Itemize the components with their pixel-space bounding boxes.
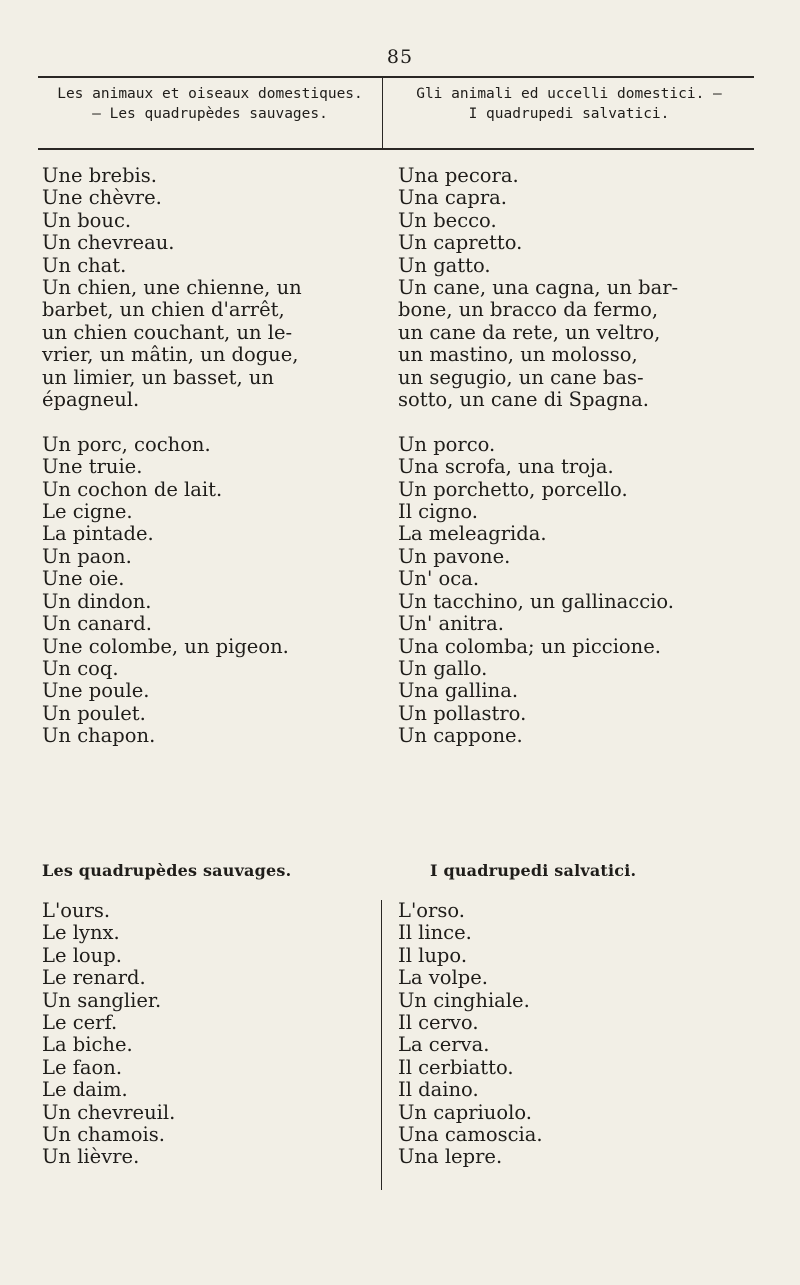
line-item: Una scrofa, una troja. [398, 455, 614, 479]
line-item: Un' oca. [398, 567, 480, 591]
section-title-french: Les quadrupèdes sauvages. [42, 861, 292, 880]
line-item: Le renard. [42, 966, 146, 990]
line-item: Un' anitra. [398, 612, 504, 636]
line-item: Une colombe, un pigeon. [42, 634, 289, 658]
line-item: Il cigno. [398, 500, 478, 524]
line-item: Un chapon. [42, 724, 156, 748]
line-item: Un porchetto, porcello. [398, 477, 628, 501]
line-item: Un cinghiale. [398, 988, 530, 1012]
header-top-rule [38, 76, 754, 78]
line-item: Una capra. [398, 186, 507, 210]
line-item: Une brebis. [42, 164, 158, 187]
line-item: Un poulet. [42, 701, 146, 725]
line-item: Un gatto. [398, 253, 491, 277]
header-bottom-rule [38, 148, 754, 150]
page-number: 85 [386, 46, 414, 68]
line-item: Un bouc. [42, 208, 132, 232]
line-item: Un capretto. [398, 231, 523, 255]
header-right-line: I quadrupedi salvatici. [468, 106, 670, 122]
line-item: Un tacchino, un gallinaccio. [398, 589, 674, 613]
line-item: Un chevreuil. [42, 1100, 176, 1124]
line-item: La volpe. [398, 966, 488, 990]
line-item: barbet, un chien d'arrêt, [42, 298, 285, 322]
line-item: Le daim. [42, 1078, 128, 1102]
line-item: bone, un bracco da fermo, [398, 298, 659, 322]
line-item: Un cochon de lait. [42, 477, 223, 501]
line-item: Un lièvre. [42, 1145, 140, 1169]
line-item: Un chat. [42, 253, 127, 277]
line-item: L'orso. [398, 899, 465, 922]
line-item: Una camoscia. [398, 1123, 543, 1147]
line-item: Une chèvre. [42, 186, 162, 210]
line-item [398, 411, 678, 433]
line-item: Il daino. [398, 1078, 479, 1102]
line-item: un segugio, un cane bas- [398, 365, 644, 389]
line-item: Una colomba; un piccione. [398, 634, 661, 658]
line-item: La biche. [42, 1033, 133, 1057]
line-item: Une poule. [42, 679, 150, 703]
line-item: un limier, un basset, un [42, 365, 274, 389]
line-item: Le cerf. [42, 1011, 118, 1035]
french-column-wild [42, 900, 175, 1169]
line-item [42, 411, 302, 433]
line-item: Un gallo. [398, 656, 488, 680]
section-title-italian: I quadrupedi salvatici. [430, 861, 637, 880]
line-item: Un cane, una cagna, un bar- [398, 276, 679, 300]
line-item: Un cappone. [398, 724, 523, 748]
french-column-domestic [42, 165, 302, 748]
italian-column-domestic [398, 165, 678, 748]
line-item: Un becco. [398, 208, 497, 232]
line-item: Un sanglier. [42, 988, 162, 1012]
line-item: épagneul. [42, 388, 140, 412]
line-item: Le faon. [42, 1055, 123, 1079]
line-item: vrier, un mâtin, un dogue, [42, 343, 299, 367]
line-item: Un capriuolo. [398, 1100, 532, 1124]
line-item: Il cerbiatto. [398, 1055, 514, 1079]
line-item: Un pollastro. [398, 701, 527, 725]
header-right-line: Gli animali ed uccelli domestici. — [416, 86, 722, 102]
line-item: Una pecora. [398, 164, 519, 187]
line-item: Il lupo. [398, 943, 468, 967]
line-item: Un chevreau. [42, 231, 175, 255]
line-item: Un pavone. [398, 544, 511, 568]
line-item: Le loup. [42, 943, 122, 967]
line-item: Un chamois. [42, 1123, 165, 1147]
line-item: Un canard. [42, 612, 152, 636]
wild-column-divider [381, 900, 382, 1190]
line-item: Il cervo. [398, 1011, 479, 1035]
line-item: un mastino, un molosso, [398, 343, 638, 367]
header-left-line: Les animaux et oiseaux domestiques. [57, 86, 363, 102]
line-item: Un chien, une chienne, un [42, 276, 302, 300]
line-item: Il lince. [398, 921, 472, 945]
line-item: La cerva. [398, 1033, 490, 1057]
line-item: Un paon. [42, 544, 132, 568]
line-item: Una gallina. [398, 679, 519, 703]
header-column-divider [382, 77, 383, 149]
header-left-line: — Les quadrupèdes sauvages. [92, 106, 328, 122]
header-left [38, 84, 382, 124]
line-item: Le lynx. [42, 921, 120, 945]
line-item: La pintade. [42, 522, 154, 546]
line-item: L'ours. [42, 899, 111, 922]
line-item: Une oie. [42, 567, 125, 591]
line-item: Un porco. [398, 432, 496, 456]
line-item: Un dindon. [42, 589, 152, 613]
header-right [384, 84, 754, 124]
line-item: Un coq. [42, 656, 119, 680]
line-item: Une truie. [42, 455, 143, 479]
line-item: Una lepre. [398, 1145, 503, 1169]
line-item: La meleagrida. [398, 522, 547, 546]
line-item: Le cigne. [42, 500, 133, 524]
line-item: un cane da rete, un veltro, [398, 320, 661, 344]
line-item: sotto, un cane di Spagna. [398, 388, 649, 412]
line-item: un chien couchant, un le- [42, 320, 293, 344]
italian-column-wild [398, 900, 543, 1169]
line-item: Un porc, cochon. [42, 432, 211, 456]
